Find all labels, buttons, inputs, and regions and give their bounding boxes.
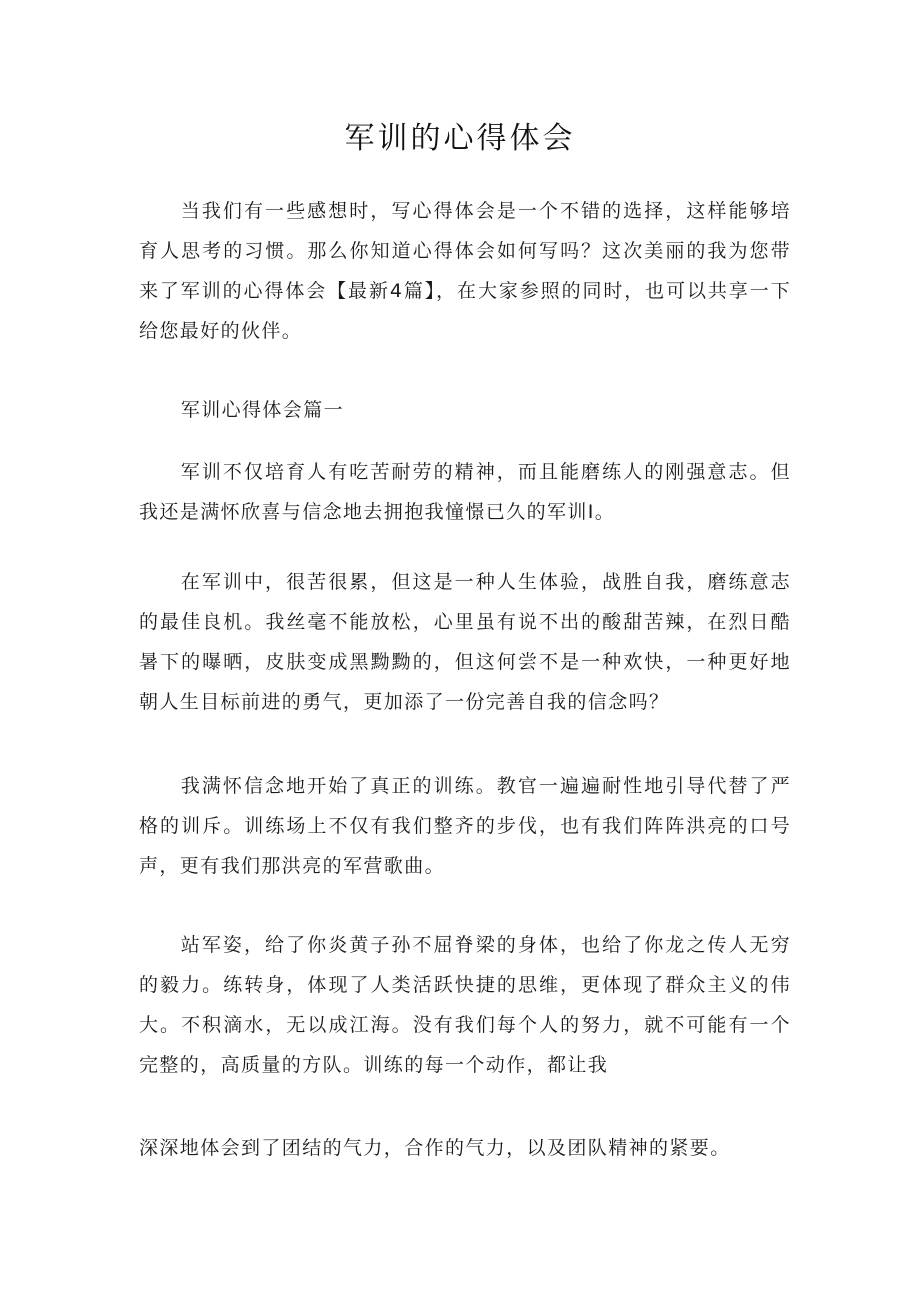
intro-paragraph: 当我们有一些感想时，写心得体会是一个不错的选择，这样能够培育人思考的习惯。那么你知道心得体会如何写吗？这次美丽的我为您带来了军训的心得体会【最新4篇】，在大家参照的同时，也可以共享一下给您最好的伙伴。 xyxy=(139,200,791,342)
section-heading: 军训心得体会篇一 xyxy=(180,399,344,421)
document-title: 军训的心得体会 xyxy=(344,121,576,156)
body-paragraph: 军训不仅培育人有吃苦耐劳的精神，而且能磨练人的刚强意志。但我还是满怀欣喜与信念地去拥抱我憧憬已久的军训I。 xyxy=(139,461,791,523)
body-paragraph: 我满怀信念地开始了真正的训练。教官一遍遍耐性地引导代替了严格的训斥。训练场上不仅有我们整齐的步伐，也有我们阵阵洪亮的口号声，更有我们那洪亮的军营歌曲。 xyxy=(139,775,791,877)
body-paragraph: 在军训中，很苦很累，但这是一种人生体验，战胜自我，磨练意志的最佳良机。我丝毫不能放松，心里虽有说不出的酸甜苦辣，在烈日酷暑下的曝晒，皮肤变成黑黝黝的，但这何尝不是一种欢快，一种更好地朝人生目标前进的勇气，更加添了一份完善自我的信念吗？ xyxy=(139,571,791,713)
body-paragraph-continuation: 深深地体会到了团结的气力，合作的气力，以及团队精神的紧要。 xyxy=(139,1137,731,1159)
body-paragraph: 站军姿，给了你炎黄子孙不屈脊梁的身体，也给了你龙之传人无穷的毅力。练转身，体现了人类活跃快捷的思维，更体现了群众主义的伟大。不积滴水，无以成江海。没有我们每个人的努力，就不可能有一个完整的，高质量的方队。训练的每一个动作，都让我 xyxy=(139,934,791,1076)
